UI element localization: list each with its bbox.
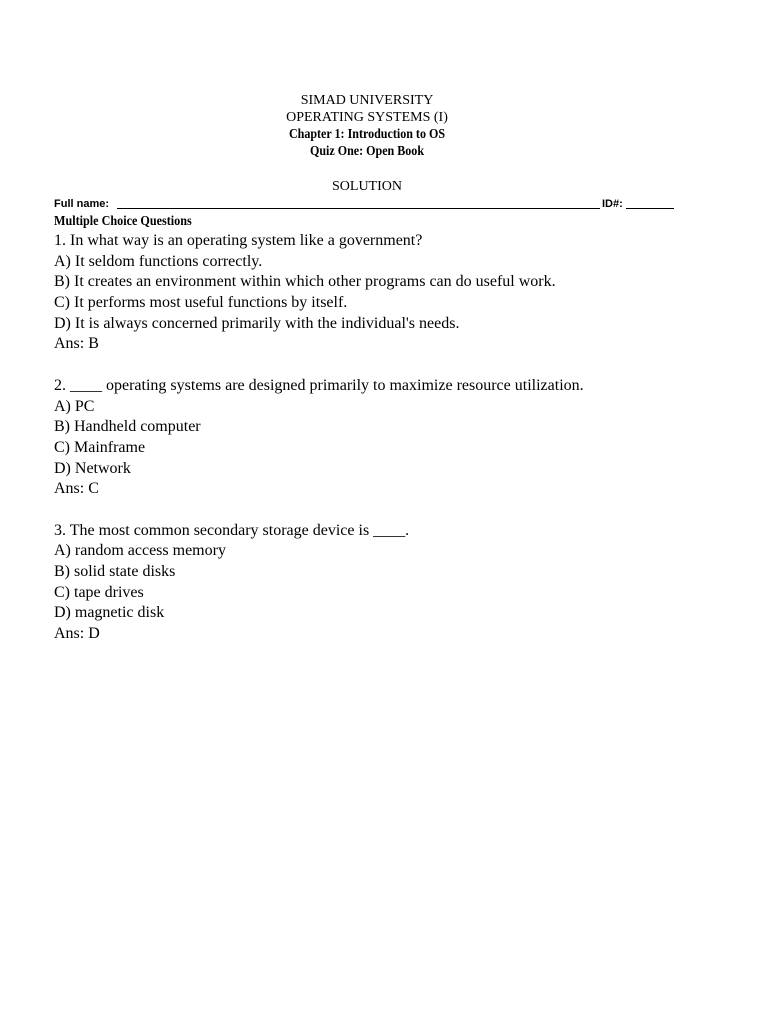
option-a: A) PC xyxy=(54,397,95,415)
spacer xyxy=(54,500,754,521)
solution-heading: SOLUTION xyxy=(332,179,402,194)
option-d: D) It is always concerned primarily with the individual's needs. xyxy=(54,314,460,332)
question-block xyxy=(54,521,754,645)
answer-text: Ans: B xyxy=(54,335,99,353)
student-info-row xyxy=(54,196,634,212)
id-label: ID#: xyxy=(602,198,623,210)
option-d: D) Network xyxy=(54,459,131,477)
answer-text: Ans: D xyxy=(54,625,100,643)
id-blank xyxy=(626,208,674,209)
course-title: OPERATING SYSTEMS (I) xyxy=(286,110,448,125)
question-list xyxy=(54,231,754,645)
question-text: 3. The most common secondary storage device is ____. xyxy=(54,521,410,539)
option-c: C) Mainframe xyxy=(54,438,146,456)
spacer xyxy=(54,355,754,376)
question-block xyxy=(54,376,754,500)
option-b: B) It creates an environment within which other programs can do useful work. xyxy=(54,273,556,291)
option-d: D) magnetic disk xyxy=(54,604,165,622)
option-c: C) tape drives xyxy=(54,583,144,601)
answer-text: Ans: C xyxy=(54,480,99,498)
quiz-title: Quiz One: Open Book xyxy=(309,144,425,159)
option-a: A) random access memory xyxy=(54,542,226,560)
option-a: A) It seldom functions correctly. xyxy=(54,252,263,270)
question-text: 1. In what way is an operating system like a government? xyxy=(54,232,423,249)
option-b: B) Handheld computer xyxy=(54,418,201,436)
question-block xyxy=(54,231,754,355)
option-c: C) It performs most useful functions by itself. xyxy=(54,294,348,312)
question-text: 2. ____ operating systems are designed primarily to maximize resource utilization. xyxy=(54,376,584,394)
full-name-label: Full name: xyxy=(54,198,110,210)
section-title: Multiple Choice Questions xyxy=(54,213,192,228)
option-b: B) solid state disks xyxy=(54,563,176,580)
university-title: SIMAD UNIVERSITY xyxy=(300,93,434,108)
full-name-blank xyxy=(117,208,600,209)
chapter-title: Chapter 1: Introduction to OS xyxy=(288,127,446,142)
